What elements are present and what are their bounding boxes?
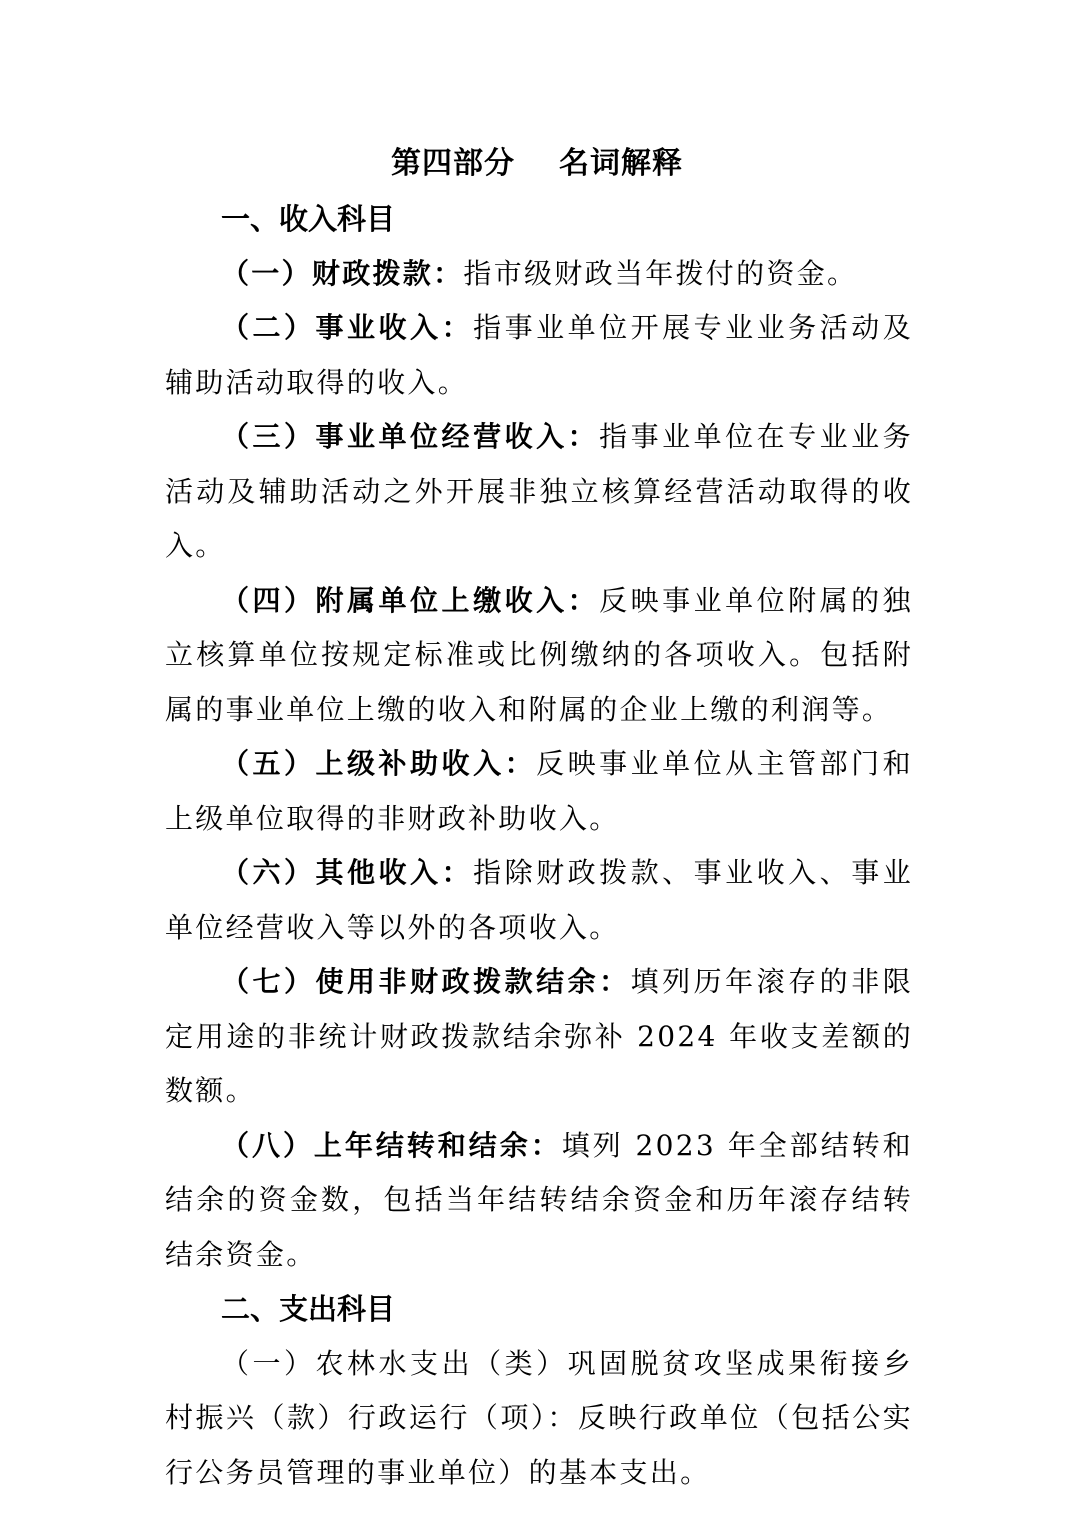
item-term: （四）附属单位上缴收入： [221, 583, 600, 617]
item-text: 填列历年滚存的非限定用途的非统计财政拨款结余弥补 2024 年收支差额的数额。 [165, 965, 913, 1107]
section-heading-expenditure: 二、支出科目 [221, 1292, 396, 1326]
item-text: （一）农林水支出（类）巩固脱贫攻坚成果衔接乡村振兴（款）行政运行（项）：反映行政单位（包括公实行公务员管理的事业单位）的基本支出。 [165, 1346, 913, 1489]
income-item-1 [165, 247, 913, 302]
item-text: 指市级财政当年拨付的资金。 [463, 256, 858, 290]
item-term: （八）上年结转和结余： [221, 1128, 562, 1162]
income-item-6 [165, 846, 913, 955]
item-term: （二）事业收入： [221, 311, 474, 344]
item-text: 填列 2023 年全部结转和结余的资金数，包括当年结转结余资金和历年滚存结转结余资金。 [165, 1128, 913, 1271]
income-item-3 [165, 410, 913, 574]
item-text: 反映事业单位从主管部门和上级单位取得的非财政补助收入。 [165, 747, 913, 835]
item-text: 指事业单位开展专业业务活动及辅助活动取得的收入。 [165, 311, 913, 399]
item-text: 指事业单位在专业业务活动及辅助活动之外开展非独立核算经营活动取得的收入。 [165, 420, 913, 562]
income-item-4 [165, 574, 913, 738]
item-term: （六）其他收入： [221, 856, 474, 889]
item-text: 指除财政拨款、事业收入、事业单位经营收入等以外的各项收入。 [165, 856, 913, 944]
title-part: 第四部分 [391, 146, 515, 181]
income-item-8 [165, 1119, 913, 1283]
income-item-2 [165, 301, 913, 410]
income-item-7 [165, 955, 913, 1119]
item-term: （一）财政拨款： [221, 256, 464, 290]
title-name: 名词解释 [559, 146, 683, 181]
income-item-5 [165, 737, 913, 846]
item-term: （三）事业单位经营收入： [221, 420, 600, 453]
item-text: 反映事业单位附属的独立核算单位按规定标准或比例缴纳的各项收入。包括附属的事业单位上缴的收入和附属的企业上缴的利润等。 [165, 583, 913, 726]
item-term: （五）上级补助收入： [221, 747, 537, 780]
page-title [0, 140, 1074, 188]
item-term: （七）使用非财政拨款结余： [221, 965, 631, 998]
section-heading-income: 一、收入科目 [221, 202, 396, 236]
document-body [165, 192, 913, 1500]
expenditure-item-1 [165, 1337, 913, 1501]
